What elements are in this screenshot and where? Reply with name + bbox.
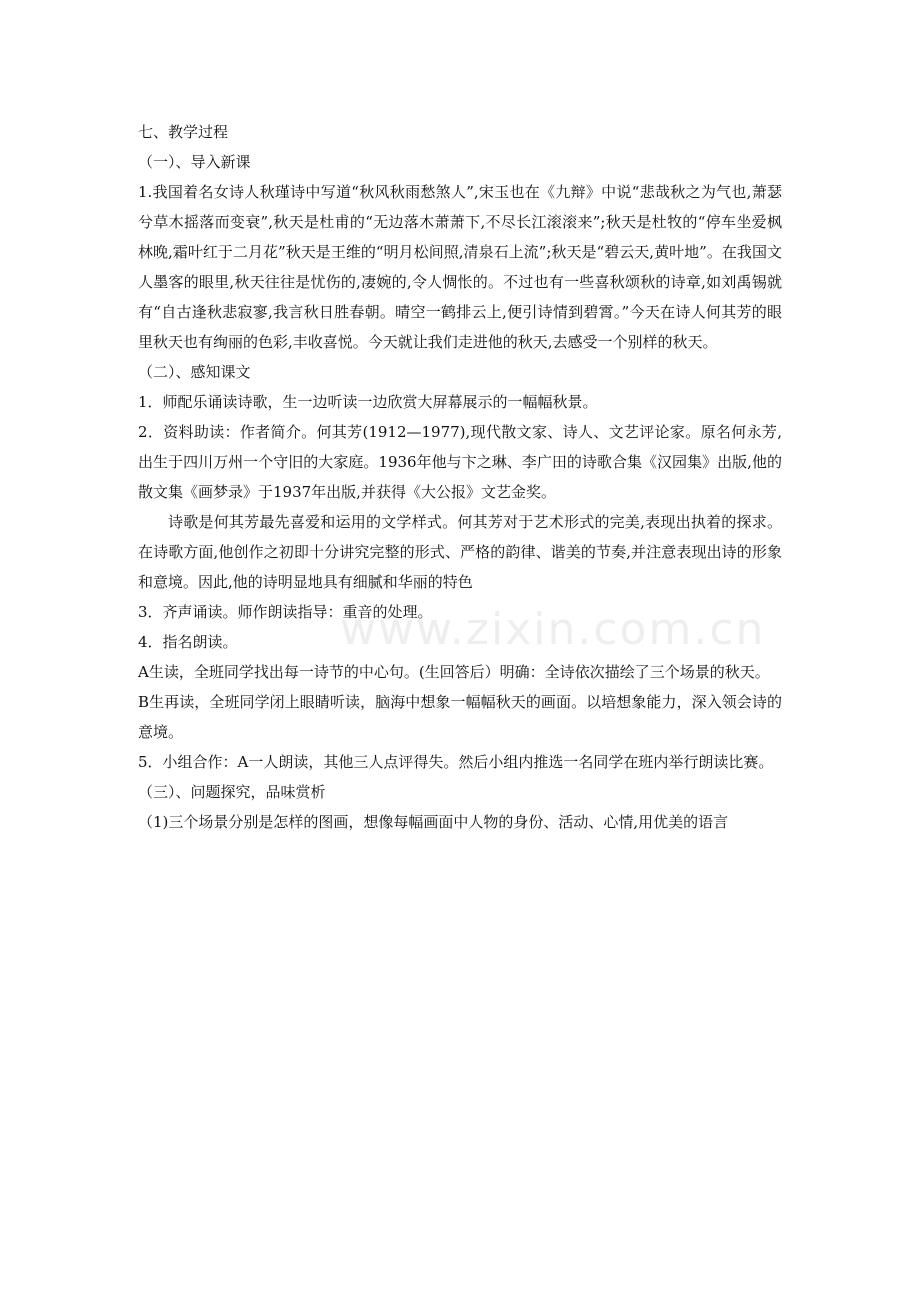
- part2-item-4a: A生读，全班同学找出每一诗节的中心句。(生回答后）明确：全诗依次描绘了三个场景的秋天。: [138, 663, 770, 681]
- part3-heading: （三）、问题探究，品味赏析: [138, 783, 326, 801]
- section-title: 七、教学过程: [138, 123, 229, 141]
- part2-indent-paragraph: 诗歌是何其芳最先喜爱和运用的文学样式。何其芳对于艺术形式的完美,表现出执着的探求。在诗歌方面,他创作之初即十分讲究完整的形式、严格的韵律、谐美的节奏,并注意表现出诗的形象和意境。因此,他的诗明显地具有细腻和华丽的特色: [138, 513, 782, 591]
- part2-heading: （二）、感知课文: [138, 363, 251, 381]
- part2-item-1: 1．师配乐诵读诗歌，生一边听读一边欣赏大屏幕展示的一幅幅秋景。: [138, 393, 598, 411]
- part1-paragraph: 1.我国着名女诗人秋瑾诗中写道“秋风秋雨愁煞人”,宋玉也在《九辩》中说“悲哉秋之为气也,萧瑟兮草木摇落而变衰”,秋天是杜甫的“无边落木萧萧下,不尽长江滚滚来”;秋天是杜牧的“停车坐爱枫林晚,霜叶红于二月花”秋天是王维的“明月松间照,清泉石上流”;秋天是“碧云天,黄叶地”。在我国文人墨客的眼里,秋天往往是忧伤的,凄婉的,令人惆怅的。不过也有一些喜秋颂秋的诗章,如刘禹锡就有“自古逢秋悲寂寥,我言秋日胜春朝。晴空一鹤排云上,便引诗情到碧霄。”今天在诗人何其芳的眼里秋天也有绚丽的色彩,丰收喜悦。今天就让我们走进他的秋天,去感受一个别样的秋天。: [138, 183, 782, 351]
- part2-item-3: 3．齐声诵读。师作朗读指导：重音的处理。: [138, 603, 433, 621]
- part2-item-4: 4．指名朗读。: [138, 633, 238, 651]
- document-body: [138, 117, 782, 837]
- part1-heading: （一）、导入新课: [138, 153, 251, 171]
- part3-item-1: （1)三个场景分别是怎样的图画，想像每幅画面中人物的身份、活动、心情,用优美的语言: [138, 813, 729, 831]
- watermark: www.zixin.com.cn: [340, 604, 766, 655]
- part2-item-2: 2．资料助读：作者简介。何其芳(1912—1977),现代散文家、诗人、文艺评论家。原名何永芳,出生于四川万州一个守旧的大家庭。1936年他与卞之琳、李广田的诗歌合集《汉园集》出版,他的散文集《画梦录》于1937年出版,并获得《大公报》文艺金奖。: [138, 423, 782, 501]
- part2-item-5: 5．小组合作：A一人朗读，其他三人点评得失。然后小组内推选一名同学在班内举行朗读比赛。: [138, 753, 774, 771]
- part2-item-4b: B生再读，全班同学闭上眼睛听读，脑海中想象一幅幅秋天的画面。以培想象能力，深入领会诗的意境。: [138, 693, 782, 741]
